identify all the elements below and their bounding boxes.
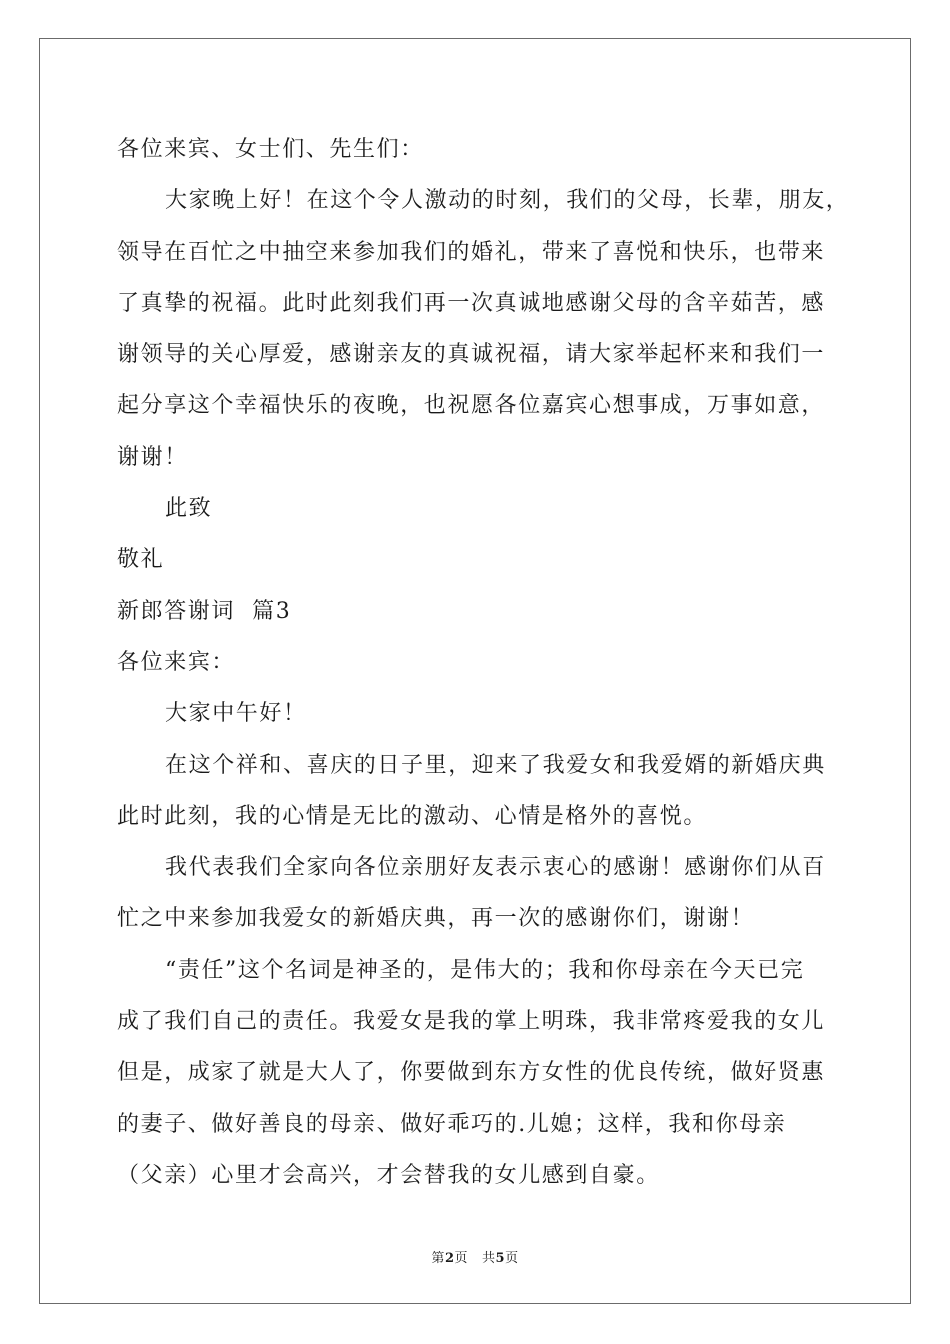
text-line: 了真挚的祝福。此时此刻我们再一次真诚地感谢父母的含辛茹苦，感 [117,290,826,316]
text-line: 敬礼 [117,547,165,573]
page-suffix: 页 [454,1251,468,1266]
section-heading: 新郎答谢词 篇3 [117,598,292,624]
text-line: 此致 [165,496,213,522]
total-suffix: 页 [505,1251,519,1266]
text-line: 谢领导的关心厚爱，感谢亲友的真诚祝福，请大家举起杯来和我们一 [117,342,826,368]
text-line: 各位来宾、女士们、先生们： [117,137,424,162]
text-line: 在这个祥和、喜庆的日子里，迎来了我爱女和我爱婿的新婚庆典 [165,752,826,778]
text-line: 我代表我们全家向各位亲朋好友表示衷心的感谢！感谢你们从百 [165,855,826,881]
text-line: （父亲）心里才会高兴，才会替我的女儿感到自豪。 [117,1162,660,1188]
total-page-number: 5 [495,1251,506,1266]
page-number-footer [0,1247,950,1266]
text-line: “责任”这个名词是神圣的，是伟大的；我和你母亲在今天已完 [165,957,805,983]
text-line: 谢谢！ [117,444,188,470]
text-line: 领导在百忙之中抽空来参加我们的婚礼，带来了喜悦和快乐，也带来 [117,239,826,265]
page-prefix: 第 [431,1251,445,1266]
text-line: 的妻子、做好善良的母亲、做好乖巧的.儿媳；这样，我和你母亲 [117,1111,787,1137]
text-line: 大家中午好！ [165,701,307,727]
text-line: 起分享这个幸福快乐的夜晚，也祝愿各位嘉宾心想事成，万事如意， [117,393,826,419]
document-body [117,124,857,1201]
text-line: 成了我们自己的责任。我爱女是我的掌上明珠，我非常疼爱我的女儿 [117,1009,826,1035]
total-prefix: 共 [482,1251,496,1266]
text-line: 忙之中来参加我爱女的新婚庆典，再一次的感谢你们，谢谢！ [117,906,755,932]
text-line: 此时此刻，我的心情是无比的激动、心情是格外的喜悦。 [117,803,708,829]
current-page-number: 2 [444,1251,455,1266]
text-line: 大家晚上好！在这个令人激动的时刻，我们的父母，长辈，朋友， [165,188,850,214]
text-line: 但是，成家了就是大人了，你要做到东方女性的优良传统，做好贤惠 [117,1060,826,1086]
text-line: 各位来宾： [117,649,236,675]
